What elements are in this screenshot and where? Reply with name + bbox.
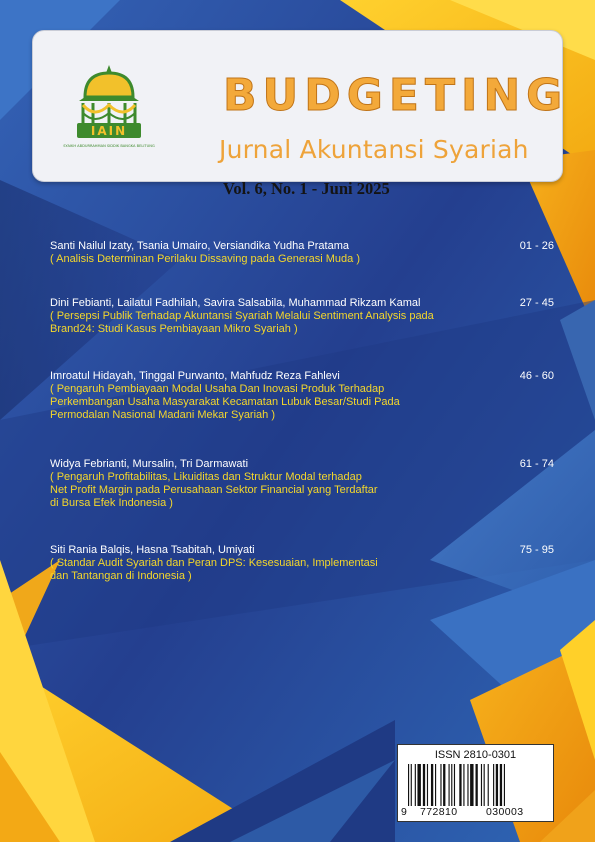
- barcode-bar: [417, 764, 420, 806]
- article-entry-4[interactable]: [50, 458, 560, 510]
- article-authors: Siti Rania Balqis, Hasna Tsabitah, Umiyati: [50, 544, 255, 556]
- barcode-bar: [443, 764, 445, 806]
- barcode-bar: [415, 764, 416, 806]
- journal-title: BUDGETING: [223, 70, 569, 121]
- barcode-bar: [411, 764, 412, 806]
- article-authors: Santi Nailul Izaty, Tsania Umairo, Versiandika Yudha Pratama: [50, 240, 349, 252]
- barcode-bar: [467, 764, 468, 806]
- journal-header: [32, 30, 569, 198]
- issn-label: ISSN 2810-0301: [434, 749, 517, 761]
- article-entry-1[interactable]: [50, 240, 560, 266]
- article-title-line: Perkembangan Usaha Masyarakat Kecamatan Lubuk Besar/Studi Pada: [50, 396, 400, 408]
- issn-barcode: [397, 744, 554, 822]
- iain-logo: [63, 61, 155, 161]
- barcode-digits-left: 772810: [420, 806, 458, 818]
- barcode-bar: [493, 764, 494, 806]
- article-title-line: Brand24: Studi Kasus Pembiayaan Mikro Syariah ): [50, 323, 298, 335]
- article-title-line: ( Pengaruh Pembiayaan Modal Usaha Dan Inovasi Produk Terhadap: [50, 383, 385, 395]
- article-authors: Imroatul Hidayah, Tinggal Purwanto, Mahfudz Reza Fahlevi: [50, 370, 340, 382]
- article-title-line: dan Tantangan di Indonesia ): [50, 570, 192, 582]
- barcode-digits-right: 030003: [486, 806, 524, 818]
- barcode-bar: [423, 764, 425, 806]
- barcode-bar: [470, 764, 473, 806]
- barcode-bar: [427, 764, 428, 806]
- barcode-bar: [454, 764, 455, 806]
- article-entry-3[interactable]: [50, 370, 560, 422]
- article-authors: Dini Febianti, Lailatul Fadhilah, Savira Salsabila, Muhammad Rikzam Kamal: [50, 297, 421, 309]
- article-pages: 75 - 95: [519, 544, 554, 556]
- barcode-bar: [451, 764, 452, 806]
- barcode-bars: [406, 764, 546, 806]
- barcode-bar: [500, 764, 502, 806]
- article-title-line: ( Analisis Determinan Perilaku Dissaving pada Generasi Muda ): [50, 253, 360, 265]
- article-title-line: di Bursa Efek Indonesia ): [50, 497, 173, 509]
- barcode-digit-lead: 9: [401, 806, 408, 818]
- article-title-line: ( Persepsi Publik Terhadap Akuntansi Syariah Melalui Sentiment Analysis pada: [50, 310, 434, 322]
- barcode-bar: [431, 764, 433, 806]
- barcode-bar: [459, 764, 461, 806]
- barcode-bar: [408, 764, 409, 806]
- barcode-bar: [481, 764, 482, 806]
- barcode-bar: [484, 764, 485, 806]
- barcode-bar: [496, 764, 498, 806]
- logo-caption: SYAIKH ABDURRAHMAN SIDDIK BANGKA BELITUNG: [63, 144, 155, 148]
- barcode-bar: [463, 764, 464, 806]
- barcode-bar: [488, 764, 489, 806]
- barcode-bar: [476, 764, 478, 806]
- article-entry-5[interactable]: [50, 544, 560, 583]
- barcode-bar: [449, 764, 450, 806]
- article-pages: 61 - 74: [519, 458, 554, 470]
- barcode-bar: [440, 764, 441, 806]
- article-pages: 46 - 60: [519, 370, 554, 382]
- barcode-bar: [435, 764, 436, 806]
- article-pages: 27 - 45: [519, 297, 554, 309]
- logo-text: IAIN: [90, 124, 128, 138]
- volume-issue: Vol. 6, No. 1 - Juni 2025: [223, 179, 390, 198]
- article-title-line: Net Profit Margin pada Perusahaan Sektor Financial yang Terdaftar: [50, 484, 378, 496]
- journal-subtitle: Jurnal Akuntansi Syariah: [219, 135, 529, 164]
- barcode-bar: [504, 764, 505, 806]
- article-title-line: Permodalan Nasional Madani Mekar Syariah ): [50, 409, 275, 421]
- article-title-line: ( Pengaruh Profitabilitas, Likuiditas dan Struktur Modal terhadap: [50, 471, 362, 483]
- article-authors: Widya Febrianti, Mursalin, Tri Darmawati: [50, 458, 249, 470]
- article-entry-2[interactable]: [50, 297, 560, 336]
- article-pages: 01 - 26: [519, 240, 554, 252]
- article-title-line: ( Standar Audit Syariah dan Peran DPS: Kesesuaian, Implementasi: [50, 557, 378, 569]
